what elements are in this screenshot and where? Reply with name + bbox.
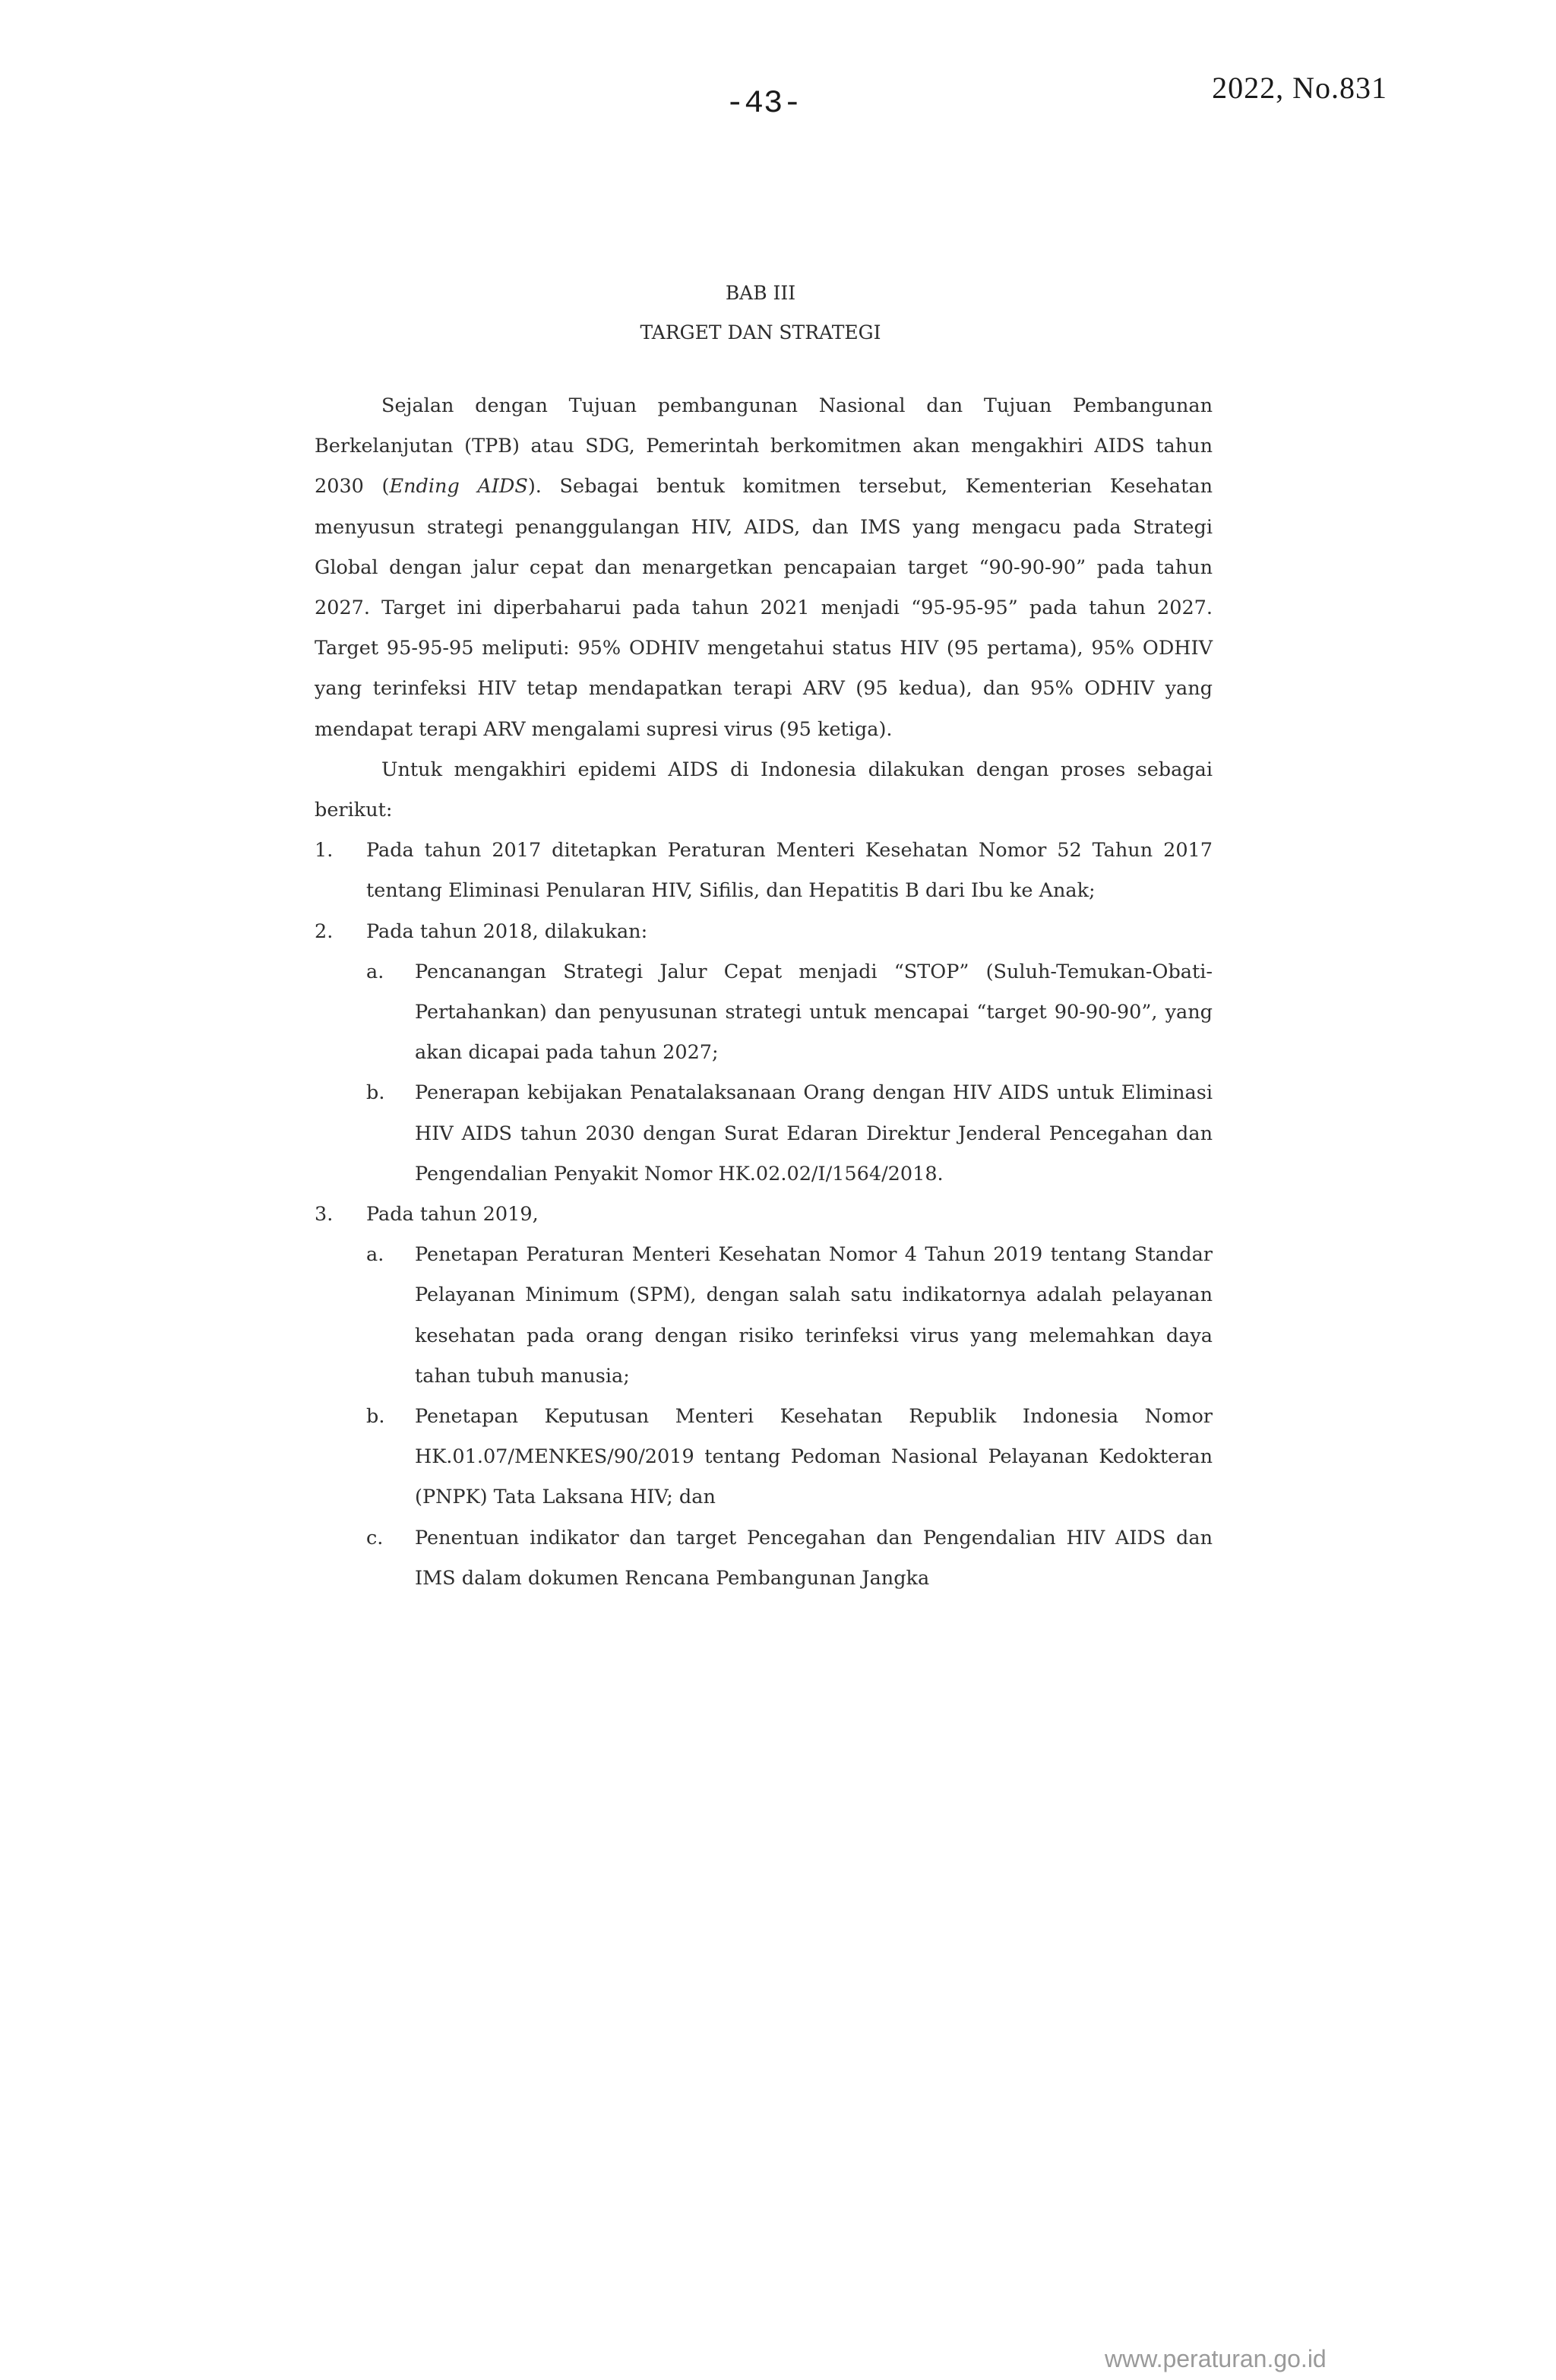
sublist-item-2a	[366, 952, 1213, 1074]
list-item-text: Pada tahun 2018, dilakukan:	[366, 919, 648, 943]
sublist-item-text: Penentuan indikator dan target Pencegahan dan Pengendalian HIV AIDS dan IMS dalam dokumen Rencana Pembangunan Jangka	[415, 1526, 1213, 1590]
paragraph-intro	[315, 386, 1213, 750]
list-item-1	[315, 831, 1213, 911]
paragraph-intro-italic: Ending AIDS	[389, 475, 528, 498]
sublist-item-text: Penetapan Keputusan Menteri Kesehatan Republik Indonesia Nomor HK.01.07/MENKES/90/2019 tentang Pedoman Nasional Pelayanan Kedokteran (PNPK) Tata Laksana HIV; dan	[415, 1405, 1213, 1509]
chapter-heading	[0, 274, 1521, 353]
list-item-2	[315, 912, 1213, 1195]
sublist-item-text: Penerapan kebijakan Penatalaksanaan Orang dengan HIV AIDS untuk Eliminasi HIV AIDS tahun 2030 dengan Surat Edaran Direktur Jenderal Pencegahan dan Pengendalian Penyakit Nomor HK.02.02/I/1564/2018.	[415, 1081, 1213, 1185]
sublist-marker: b.	[366, 1081, 385, 1105]
sublist-item-2b	[366, 1073, 1213, 1195]
sublist-item-3b	[366, 1397, 1213, 1518]
paragraph-intro-part-1: Sejalan dengan Tujuan pembangunan Nasional dan Tujuan Pembangunan Berkelanjutan (TPB) atau SDG, Pemerintah berkomitmen akan mengakhiri AIDS tahun 2030 (	[315, 394, 1213, 498]
chapter-label: BAB III	[725, 282, 796, 304]
sublist-item-text: Pencanangan Strategi Jalur Cepat menjadi “STOP” (Suluh-Temukan-Obati-Pertahankan) dan penyusunan strategi untuk mencapai “target 90-90-90”, yang akan dicapai pada tahun 2027;	[415, 960, 1213, 1065]
list-item-text: Pada tahun 2017 ditetapkan Peraturan Menteri Kesehatan Nomor 52 Tahun 2017 tentang Eliminasi Penularan HIV, Sifilis, dan Hepatitis B dari Ibu ke Anak;	[366, 839, 1213, 903]
document-reference: 2022, No.831	[1212, 71, 1387, 105]
paragraph-intro-part-2: ). Sebagai bentuk komitmen tersebut, Kementerian Kesehatan menyusun strategi penanggulangan HIV, AIDS, dan IMS yang mengacu pada Strategi Global dengan jalur cepat dan menargetkan pencapaian target “90-90-90” pada tahun 2027. Target ini diperbaharui pada tahun 2021 menjadi “95-95-95” pada tahun 2027. Target 95-95-95 meliputi: 95% ODHIV mengetahui status HIV (95 pertama), 95% ODHIV yang terinfeksi HIV tetap mendapatkan terapi ARV (95 kedua), dan 95% ODHIV yang mendapat terapi ARV mengalami supresi virus (95 ketiga).	[315, 475, 1213, 741]
paragraph-process: Untuk mengakhiri epidemi AIDS di Indonesia dilakukan dengan proses sebagai berikut:	[315, 758, 1213, 822]
sublist-marker: a.	[366, 960, 384, 983]
sublist-marker: c.	[366, 1526, 384, 1549]
sublist-item-3a	[366, 1235, 1213, 1397]
list-marker: 2.	[315, 919, 334, 943]
sublist-3	[366, 1235, 1213, 1599]
list-item-3	[315, 1195, 1213, 1599]
footer-url[interactable]: www.peraturan.go.id	[1105, 2345, 1327, 2372]
sublist-marker: b.	[366, 1405, 385, 1429]
process-list	[315, 831, 1213, 1599]
body-text	[315, 386, 1213, 1599]
page-number: -43-	[725, 85, 802, 122]
list-item-text: Pada tahun 2019,	[366, 1203, 539, 1226]
sublist-item-text: Penetapan Peraturan Menteri Kesehatan Nomor 4 Tahun 2019 tentang Standar Pelayanan Minimum (SPM), dengan salah satu indikatornya adalah pelayanan kesehatan pada orang dengan risiko terinfeksi virus yang melemahkan daya tahan tubuh manusia;	[415, 1243, 1213, 1388]
list-marker: 1.	[315, 839, 334, 862]
sublist-marker: a.	[366, 1243, 384, 1267]
list-marker: 3.	[315, 1203, 334, 1226]
sublist-2	[366, 952, 1213, 1195]
chapter-title: TARGET DAN STRATEGI	[640, 321, 881, 343]
sublist-item-3c	[366, 1518, 1213, 1599]
